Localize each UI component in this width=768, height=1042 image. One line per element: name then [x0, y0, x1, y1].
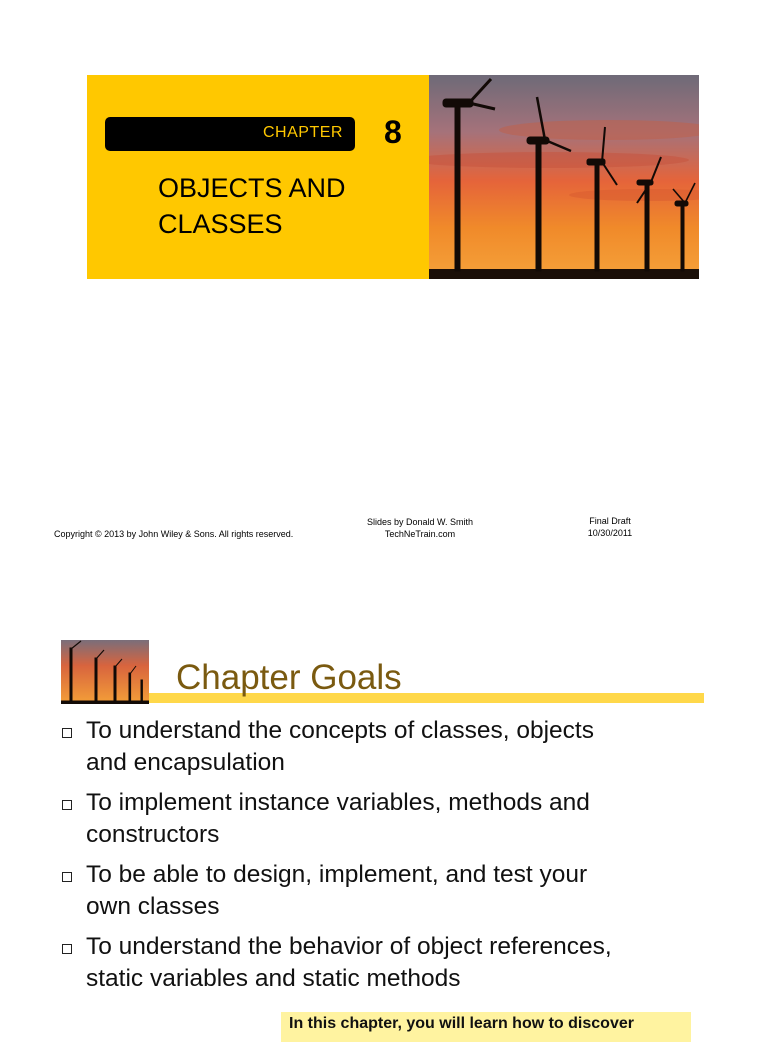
- hollow-square-bullet-icon: [62, 872, 72, 882]
- slide-credits: [350, 516, 490, 540]
- draft-line: Final Draft: [589, 516, 631, 526]
- bullet-line: own classes: [86, 893, 220, 920]
- chapter-label: CHAPTER: [263, 124, 343, 141]
- bullet-line: To be able to design, implement, and test your: [86, 861, 588, 888]
- list-item: [58, 787, 718, 851]
- callout-text: In this chapter, you will learn how to discover: [289, 1015, 634, 1032]
- bullet-line: and encapsulation: [86, 749, 285, 776]
- bullet-line: constructors: [86, 821, 220, 848]
- list-item: [58, 931, 718, 995]
- slide-heading: Chapter Goals: [176, 658, 402, 697]
- hollow-square-bullet-icon: [62, 944, 72, 954]
- wind-turbines-thumbnail: [61, 640, 149, 704]
- chapter-title-line: OBJECTS AND: [158, 173, 346, 203]
- draft-note: [560, 515, 660, 539]
- callout-box: [281, 1012, 691, 1042]
- credit-line: Slides by Donald W. Smith: [366, 517, 474, 527]
- goals-list: [58, 715, 718, 1003]
- draft-date: 10/30/2011: [587, 528, 633, 538]
- chapter-title-line: CLASSES: [158, 209, 283, 239]
- chapter-number: 8: [384, 114, 402, 150]
- hollow-square-bullet-icon: [62, 800, 72, 810]
- list-item: [58, 715, 718, 779]
- hollow-square-bullet-icon: [62, 728, 72, 738]
- bullet-line: To understand the concepts of classes, objects: [86, 717, 594, 744]
- bullet-line: To understand the behavior of object references,: [86, 933, 612, 960]
- bullet-line: static variables and static methods: [86, 965, 461, 992]
- chapter-title: [158, 170, 418, 242]
- copyright-notice: Copyright © 2013 by John Wiley & Sons. All rights reserved.: [54, 529, 294, 539]
- credit-line: TechNeTrain.com: [384, 529, 456, 539]
- list-item: [58, 859, 718, 923]
- wind-turbines-photo: [429, 75, 699, 279]
- bullet-line: To implement instance variables, methods and: [86, 789, 590, 816]
